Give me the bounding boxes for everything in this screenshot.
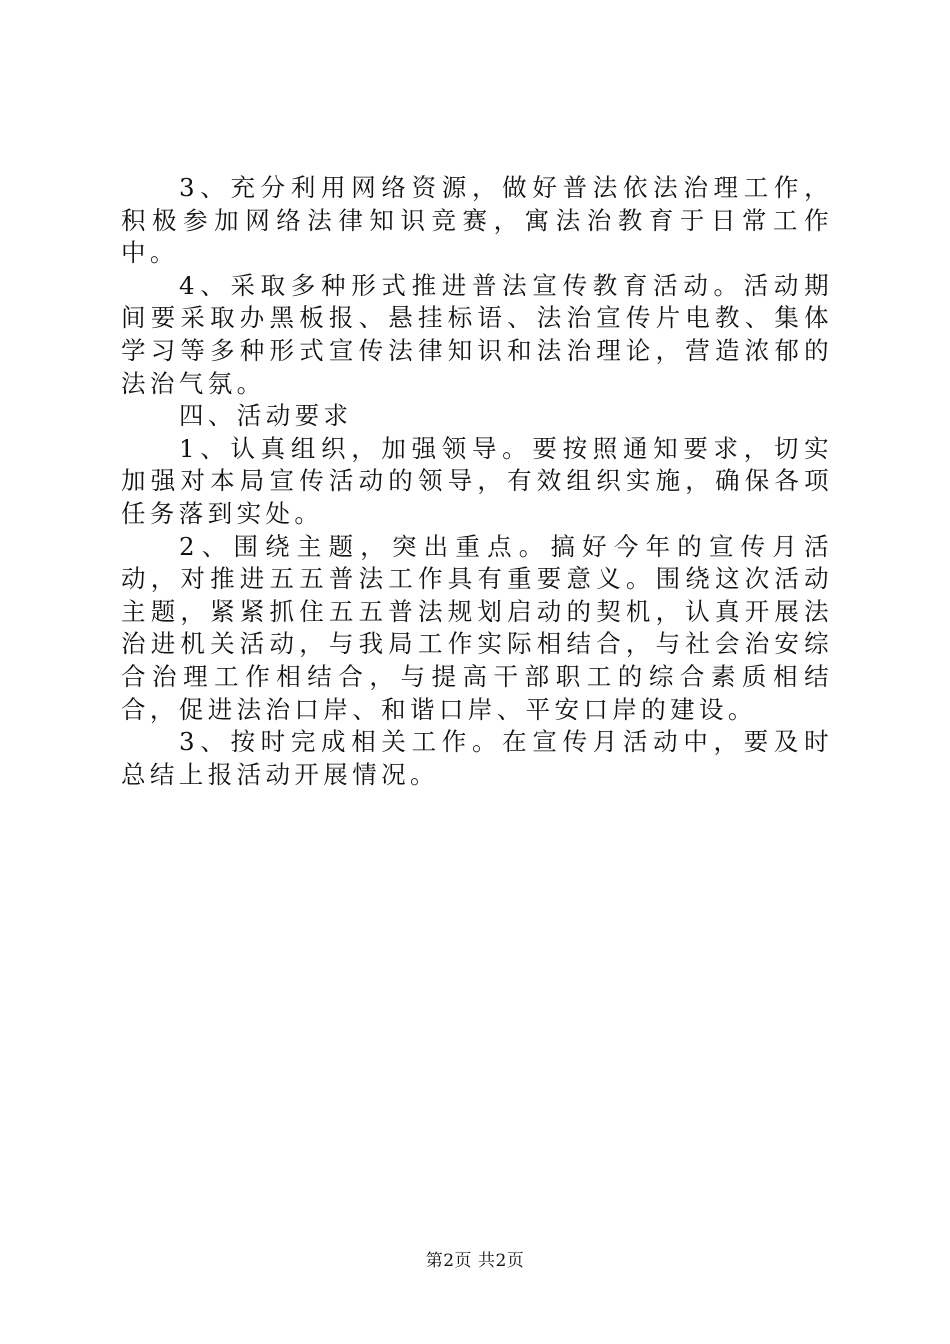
page-footer: 第2页 共2页 — [425, 1251, 525, 1271]
paragraph-requirement-3: 3、按时完成相关工作。在宣传月活动中，要及时总结上报活动开展情况。 — [121, 727, 833, 789]
section-heading-requirements: 四、活动要求 — [179, 401, 353, 431]
paragraph-item-4-forms: 4、采取多种形式推进普法宣传教育活动。活动期间要采取办黑板报、悬挂标语、法治宣传片电教、集体学习等多种形式宣传法律知识和法治理论，营造浓郁的法治气氛。 — [121, 270, 833, 398]
document-body — [121, 172, 833, 791]
paragraph-requirement-2: 2、围绕主题，突出重点。搞好今年的宣传月活动，对推进五五普法工作具有重要意义。围绕这次活动主题，紧紧抓住五五普法规划启动的契机，认真开展法治进机关活动，与我局工作实际相结合，与社会治安综合治理工作相结合，与提高干部职工的综合素质相结合，促进法治口岸、和谐口岸、平安口岸的建设。 — [121, 531, 833, 724]
paragraph-requirement-1: 1、认真组织，加强领导。要按照通知要求，切实加强对本局宣传活动的领导，有效组织实施，确保各项任务落到实处。 — [121, 433, 833, 528]
paragraph-item-3-network: 3、充分利用网络资源，做好普法依法治理工作，积极参加网络法律知识竞赛，寓法治教育于日常工作中。 — [121, 173, 833, 268]
